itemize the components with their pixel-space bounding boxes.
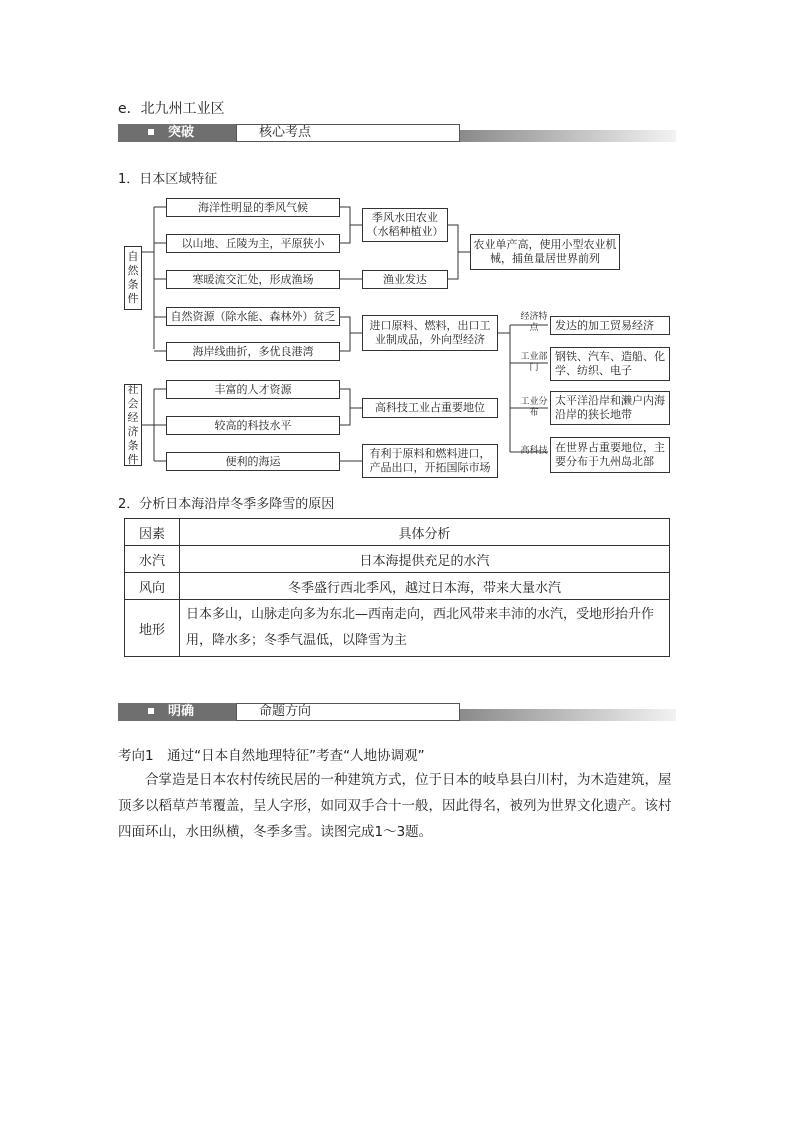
right-box: 太平洋沿岸和濑户内海沿岸的狭长地带 — [550, 391, 670, 425]
table-cell-factor: 水汽 — [125, 546, 180, 573]
banner-dark-tab: 明确 — [118, 703, 236, 721]
table-cell-factor: 风向 — [125, 573, 180, 600]
body-paragraph: 合掌造是日本农村传统民居的一种建筑方式，位于日本的岐阜县白川村，为木造建筑，屋顶多以稻草芦苇覆盖，呈人字形，如同双手合十一般，因此得名，被列为世界文化遗产。该村四面环山，水田纵横，冬季多雪。读图完成1～3题。 — [118, 772, 672, 840]
table-cell-analysis: 冬季盛行西北季风，越过日本海，带来大量水汽 — [180, 573, 670, 600]
natural-item: 海岸线曲折，多优良港湾 — [166, 342, 340, 361]
table-cell-analysis: 日本海提供充足的水汽 — [180, 546, 670, 573]
table-header-cell: 因素 — [125, 519, 180, 546]
right-box: 钢铁、汽车、造船、化学、纺织、电子 — [550, 347, 670, 381]
natural-item: 自然资源（除水能、森林外）贫乏 — [166, 307, 340, 326]
social-item: 较高的科技水平 — [166, 416, 340, 435]
natural-item: 以山地、丘陵为主，平原狭小 — [166, 234, 340, 253]
mid-agriculture: 季风水田农业（水稻种植业） — [362, 208, 448, 242]
social-item: 丰富的人才资源 — [166, 380, 340, 399]
table-row — [125, 600, 670, 657]
section-1-title: 1．日本区域特征 — [118, 172, 218, 187]
section-2-title: 2．分析日本海沿岸冬季多降雪的原因 — [118, 497, 335, 512]
agriculture-result: 农业单产高，使用小型农业机械，捕鱼量居世界前列 — [470, 234, 620, 270]
banner-title-box: 核心考点 — [236, 124, 460, 142]
banner-gradient-bar — [460, 709, 676, 721]
mid-export-economy: 进口原料、燃料，出口工业制成品，外向型经济 — [362, 315, 498, 351]
table-header-cell: 具体分析 — [180, 519, 670, 546]
mid-high-tech: 高科技工业占重要地位 — [362, 398, 498, 418]
mid-shipping-benefit: 有利于原料和燃料进口，产品出口，开拓国际市场 — [362, 444, 498, 478]
right-label: 工业分布 — [520, 397, 548, 418]
square-bullet-icon — [148, 708, 154, 714]
social-item: 便利的海运 — [166, 452, 340, 471]
table-row — [125, 573, 670, 600]
group-label-natural: 自然条件 — [124, 246, 142, 310]
table-header-row — [125, 519, 670, 546]
table-cell-analysis: 日本多山，山脉走向多为东北—西南走向，西北风带来丰沛的水汽，受地形抬升作用，降水多；冬季气温低，以降雪为主 — [180, 600, 670, 657]
natural-item: 寒暖流交汇处，形成渔场 — [166, 270, 340, 289]
banner-directions — [118, 703, 676, 721]
mid-fishery: 渔业发达 — [362, 270, 448, 289]
banner-title-box: 命题方向 — [236, 703, 460, 721]
group-label-social: 社会经济条件 — [124, 384, 142, 466]
table-row — [125, 546, 670, 573]
table-cell-factor: 地形 — [125, 600, 180, 657]
right-box: 在世界占重要地位，主要分布于九州岛北部 — [550, 437, 670, 473]
right-label: 工业部门 — [520, 352, 548, 373]
right-box: 发达的加工贸易经济 — [550, 316, 670, 335]
direction-line: 考向1 通过“日本自然地理特征”考查“人地协调观” — [118, 748, 425, 764]
right-label: 高科技 — [520, 446, 548, 456]
banner-dark-tab: 突破 — [118, 124, 236, 142]
natural-item: 海洋性明显的季风气候 — [166, 198, 340, 217]
right-label: 经济特点 — [520, 312, 548, 333]
intro-line: e．北九州工业区 — [118, 101, 225, 117]
snow-cause-table — [124, 518, 670, 657]
